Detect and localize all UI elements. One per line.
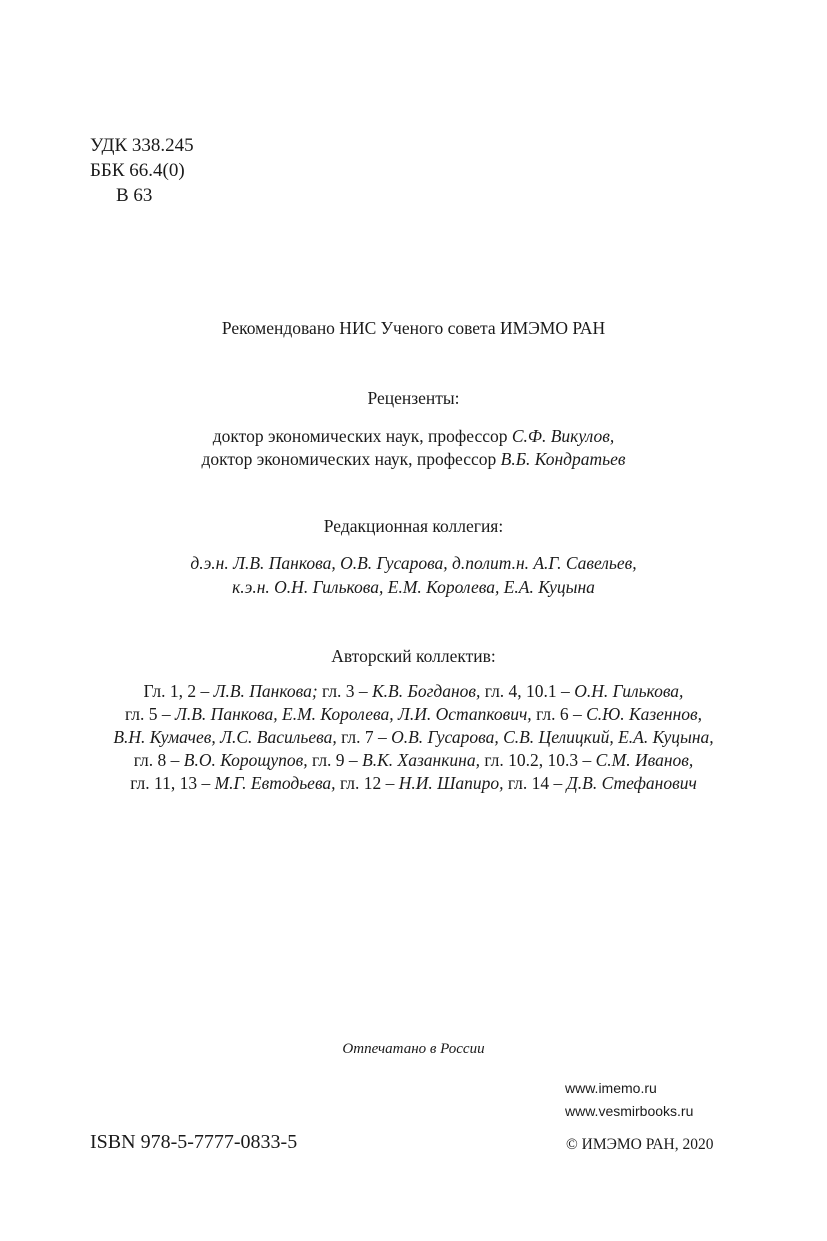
- chapter-ref: гл. 5 –: [124, 704, 176, 724]
- chapter-ref: Гл. 1, 2 –: [143, 681, 214, 701]
- reviewer-degree: доктор экономических наук, профессор: [201, 449, 501, 469]
- website-link[interactable]: www.imemo.ru: [565, 1080, 657, 1096]
- reviewer-line: [0, 448, 827, 471]
- reviewers-list: [0, 425, 827, 471]
- authors-line: [0, 726, 827, 749]
- chapter-ref: гл. 11, 13 –: [130, 773, 215, 793]
- reviewer-name: В.Б. Кондратьев: [500, 449, 626, 469]
- author-names: О.Н. Гилькова,: [574, 681, 684, 701]
- websites: [565, 1077, 693, 1123]
- reviewer-name: С.Ф. Викулов,: [511, 426, 615, 446]
- authors-heading: Авторский коллектив:: [331, 646, 496, 666]
- udk-code: УДК 338.245: [90, 135, 194, 156]
- chapter-ref: гл. 3 –: [317, 681, 373, 701]
- copyright: © ИМЭМО РАН, 2020: [566, 1136, 714, 1153]
- reviewer-line: [0, 425, 827, 448]
- author-names: Н.И. Шапиро,: [398, 773, 504, 793]
- author-names: Л.В. Панкова;: [213, 681, 318, 701]
- bbk-code: ББК 66.4(0): [90, 160, 185, 181]
- chapter-ref: гл. 14 –: [503, 773, 567, 793]
- recommendation-note: Рекомендовано НИС Ученого совета ИМЭМО РАН: [221, 318, 606, 338]
- isbn: ISBN 978-5-7777-0833-5: [90, 1131, 298, 1153]
- author-names: С.Ю. Казеннов,: [586, 704, 703, 724]
- author-names: К.В. Богданов,: [372, 681, 481, 701]
- author-names: В.Н. Кумачев, Л.С. Васильева,: [113, 727, 337, 747]
- chapter-ref: гл. 12 –: [335, 773, 399, 793]
- authors-line: [0, 749, 827, 772]
- editorial-board-line: д.э.н. Л.В. Панкова, О.В. Гусарова, д.полит.н. А.Г. Савельев,: [190, 553, 637, 573]
- author-names: В.О. Корощупов,: [183, 750, 308, 770]
- chapter-ref: гл. 4, 10.1 –: [480, 681, 575, 701]
- printed-in-note: Отпечатано в России: [342, 1041, 485, 1057]
- chapter-ref: гл. 8 –: [133, 750, 184, 770]
- reviewer-degree: доктор экономических наук, профессор: [212, 426, 512, 446]
- author-names: М.Г. Евтодьева,: [214, 773, 336, 793]
- author-names: Л.В. Панкова, Е.М. Королева, Л.И. Остапкович,: [175, 704, 532, 724]
- authors-line: [0, 703, 827, 726]
- chapter-ref: гл. 9 –: [307, 750, 363, 770]
- chapter-ref: гл. 7 –: [336, 727, 392, 747]
- author-names: С.М. Иванов,: [595, 750, 694, 770]
- editorial-board-list: [0, 551, 827, 599]
- authors-line: [0, 680, 827, 703]
- chapter-ref: гл. 6 –: [531, 704, 587, 724]
- author-names: О.В. Гусарова, С.В. Целицкий, Е.А. Куцына,: [391, 727, 714, 747]
- reviewers-heading: Рецензенты:: [367, 388, 460, 408]
- author-names: В.К. Хазанкина,: [362, 750, 480, 770]
- author-mark: В 63: [116, 185, 153, 206]
- editorial-board-heading: Редакционная коллегия:: [323, 516, 504, 536]
- authors-list: [0, 680, 827, 795]
- chapter-ref: гл. 10.2, 10.3 –: [479, 750, 596, 770]
- website-link[interactable]: www.vesmirbooks.ru: [565, 1103, 694, 1119]
- authors-line: [0, 772, 827, 795]
- author-names: Д.В. Стефанович: [566, 773, 697, 793]
- classification-block: [90, 133, 194, 208]
- editorial-board-line: к.э.н. О.Н. Гилькова, Е.М. Королева, Е.А. Куцына: [232, 577, 595, 597]
